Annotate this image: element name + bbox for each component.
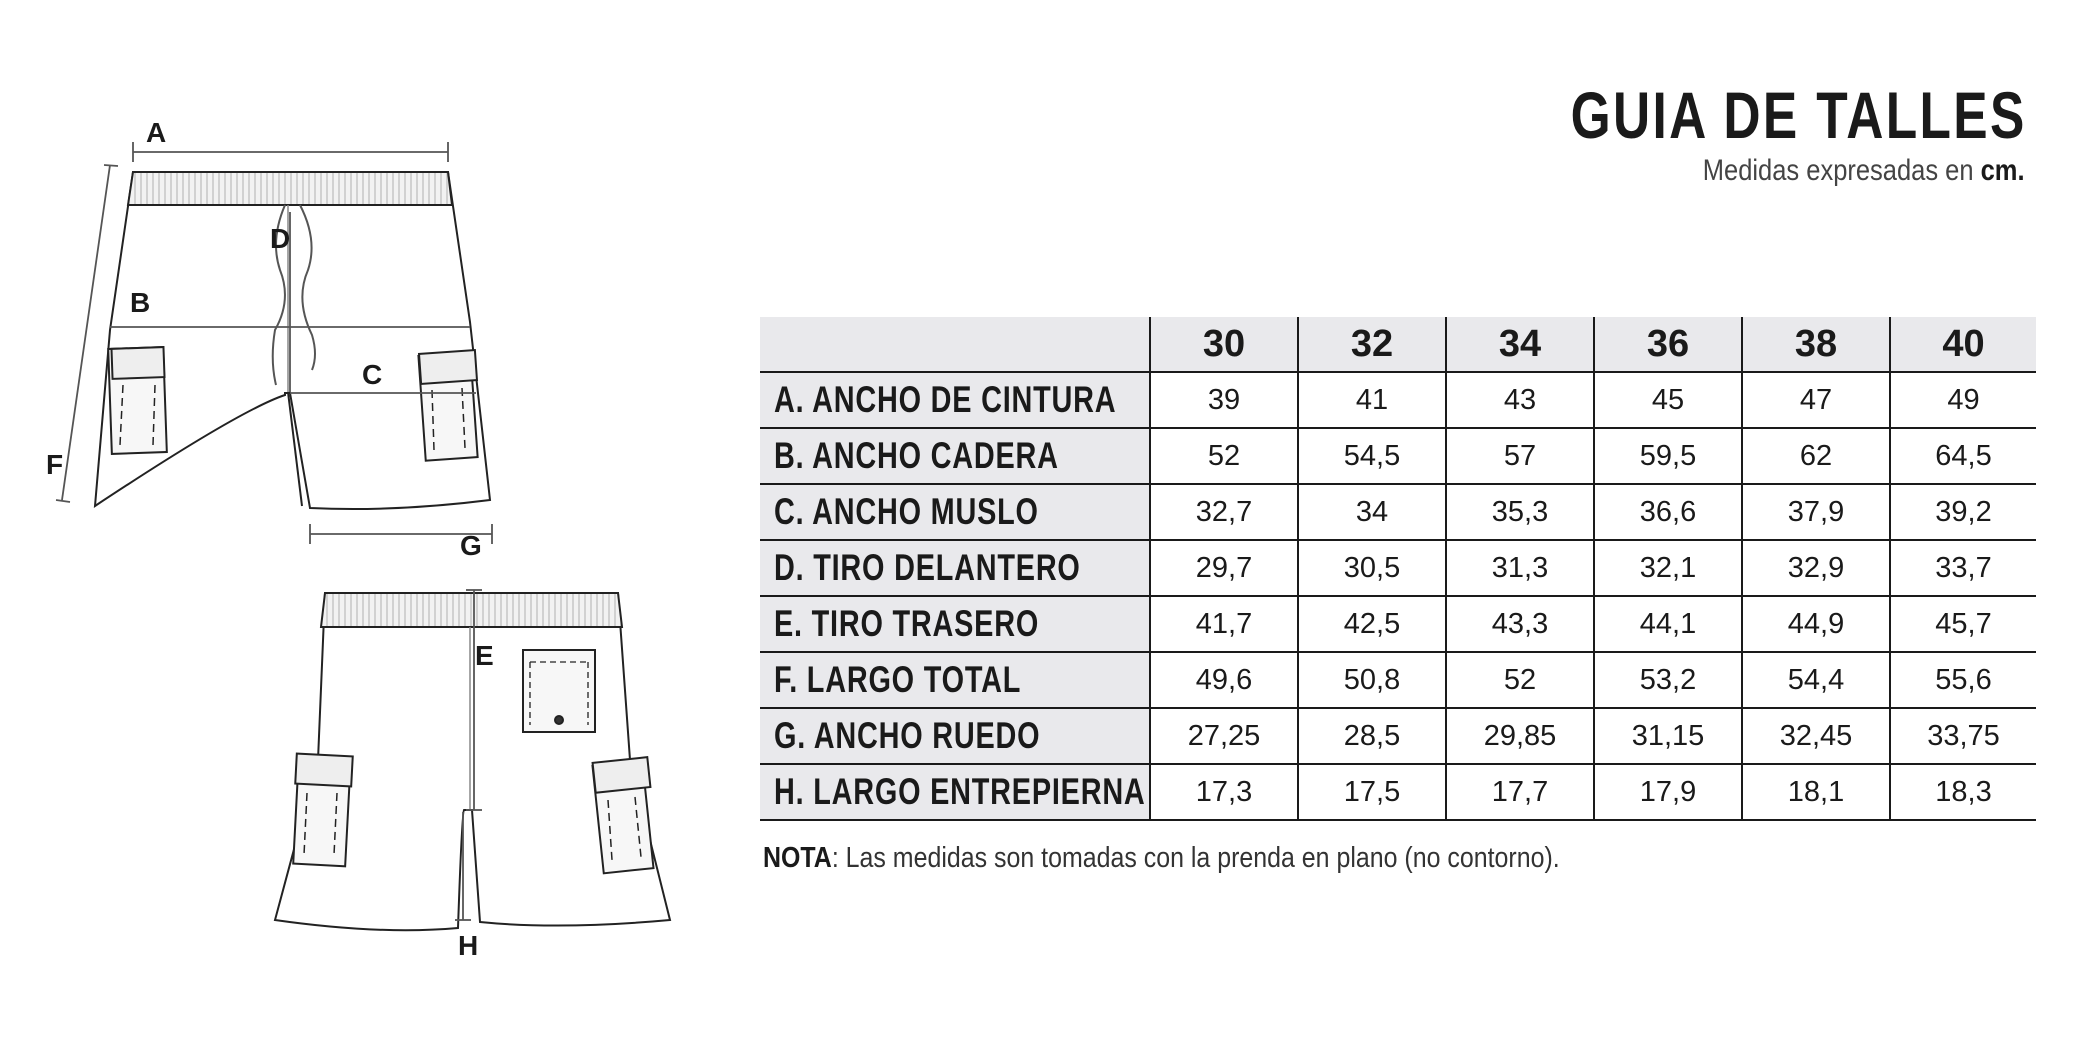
table-note: [763, 842, 1560, 875]
table-cell: 62: [1742, 428, 1890, 484]
table-cell: 55,6: [1890, 652, 2036, 708]
header-corner: [760, 317, 1150, 372]
table-row: [760, 540, 2036, 596]
table-row: [760, 764, 2036, 820]
row-label: E. TIRO TRASERO: [774, 603, 1040, 644]
table-cell: 41: [1298, 372, 1446, 428]
table-cell: 32,9: [1742, 540, 1890, 596]
table-cell: 37,9: [1742, 484, 1890, 540]
table-row: [760, 428, 2036, 484]
note-prefix: NOTA: [763, 842, 832, 874]
table-cell: 30,5: [1298, 540, 1446, 596]
row-label: B. ANCHO CADERA: [774, 435, 1059, 476]
table-cell: 36,6: [1594, 484, 1742, 540]
table-cell: 59,5: [1594, 428, 1742, 484]
table-row: [760, 372, 2036, 428]
table-cell: 33,75: [1890, 708, 2036, 764]
row-label: A. ANCHO DE CINTURA: [774, 379, 1117, 420]
table-cell: 17,3: [1150, 764, 1298, 820]
table-cell: 44,1: [1594, 596, 1742, 652]
table-cell: 45,7: [1890, 596, 2036, 652]
table-cell: 27,25: [1150, 708, 1298, 764]
label-f: F: [46, 449, 64, 480]
table-cell: 52: [1446, 652, 1594, 708]
subtitle-unit: cm.: [1981, 154, 2025, 187]
label-g: G: [460, 530, 482, 561]
table-cell: 32,7: [1150, 484, 1298, 540]
front-view: [95, 172, 490, 509]
table-cell: 42,5: [1298, 596, 1446, 652]
size-col-34: 34: [1446, 317, 1594, 372]
table-row: [760, 708, 2036, 764]
table-cell: 54,4: [1742, 652, 1890, 708]
row-label: C. ANCHO MUSLO: [774, 491, 1039, 532]
table-row: [760, 652, 2036, 708]
label-e: E: [475, 640, 494, 671]
table-cell: 29,7: [1150, 540, 1298, 596]
table-cell: 17,5: [1298, 764, 1446, 820]
label-d: D: [270, 223, 291, 254]
size-col-38: 38: [1742, 317, 1890, 372]
row-label: H. LARGO ENTREPIERNA: [774, 771, 1146, 812]
size-col-30: 30: [1150, 317, 1298, 372]
table-cell: 34: [1298, 484, 1446, 540]
size-col-36: 36: [1594, 317, 1742, 372]
table-cell: 29,85: [1446, 708, 1594, 764]
table-cell: 33,7: [1890, 540, 2036, 596]
table-cell: 41,7: [1150, 596, 1298, 652]
table-cell: 53,2: [1594, 652, 1742, 708]
table-cell: 39,2: [1890, 484, 2036, 540]
shorts-diagram: [0, 0, 700, 1042]
table-cell: 17,9: [1594, 764, 1742, 820]
page-title: GUIA DE TALLES: [1570, 78, 2027, 152]
table-row: [760, 596, 2036, 652]
label-c: C: [362, 359, 383, 390]
table-cell: 64,5: [1890, 428, 2036, 484]
table-cell: 54,5: [1298, 428, 1446, 484]
size-col-40: 40: [1890, 317, 2036, 372]
page-subtitle: [1703, 154, 2025, 188]
table-cell: 45: [1594, 372, 1742, 428]
table-cell: 43: [1446, 372, 1594, 428]
row-label: D. TIRO DELANTERO: [774, 547, 1081, 588]
table-cell: 39: [1150, 372, 1298, 428]
table-cell: 28,5: [1298, 708, 1446, 764]
table-cell: 44,9: [1742, 596, 1890, 652]
size-table: [760, 317, 2036, 821]
table-cell: 52: [1150, 428, 1298, 484]
label-a: A: [146, 117, 167, 148]
table-cell: 31,15: [1594, 708, 1742, 764]
table-cell: 49,6: [1150, 652, 1298, 708]
table-cell: 43,3: [1446, 596, 1594, 652]
row-label: G. ANCHO RUEDO: [774, 715, 1041, 756]
table-row: [760, 484, 2036, 540]
label-h: H: [458, 930, 479, 961]
table-cell: 35,3: [1446, 484, 1594, 540]
note-text: : Las medidas son tomadas con la prenda en plano (no contorno).: [831, 842, 1560, 874]
table-cell: 32,1: [1594, 540, 1742, 596]
table-cell: 17,7: [1446, 764, 1594, 820]
table-cell: 18,3: [1890, 764, 2036, 820]
table-cell: 18,1: [1742, 764, 1890, 820]
back-view: [275, 593, 670, 930]
table-cell: 50,8: [1298, 652, 1446, 708]
size-header-row: [760, 317, 2036, 372]
label-b: B: [130, 287, 151, 318]
row-label: F. LARGO TOTAL: [774, 659, 1022, 700]
table-cell: 32,45: [1742, 708, 1890, 764]
table-cell: 47: [1742, 372, 1890, 428]
table-cell: 57: [1446, 428, 1594, 484]
subtitle-prefix: Medidas expresadas en: [1703, 154, 1974, 187]
table-cell: 31,3: [1446, 540, 1594, 596]
table-cell: 49: [1890, 372, 2036, 428]
size-col-32: 32: [1298, 317, 1446, 372]
